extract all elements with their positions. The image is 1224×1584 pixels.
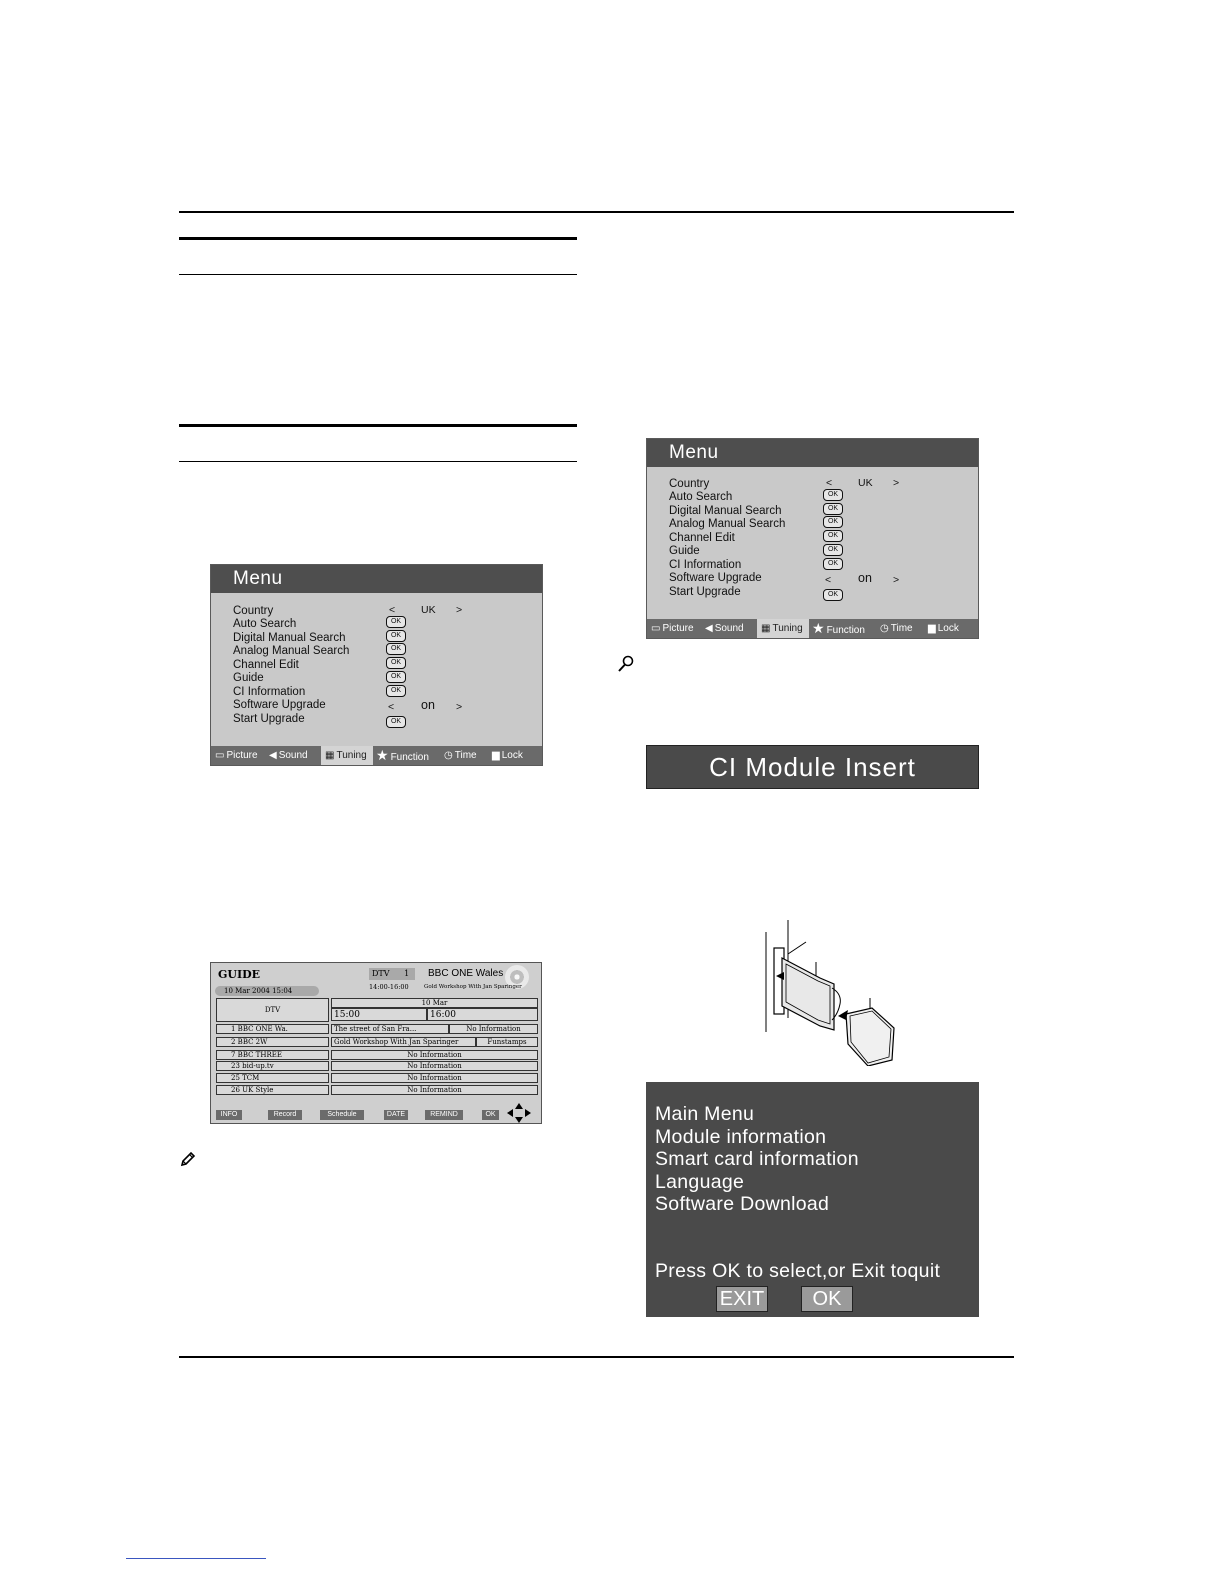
menu-row-ci-information[interactable]: CI Information <box>233 686 306 698</box>
menu-row-country[interactable]: Country <box>669 478 710 490</box>
guide-remind-button[interactable]: REMIND <box>425 1110 463 1120</box>
guide-channel-name: BBC ONE Wales <box>428 968 504 979</box>
digital-manual-search-ok-button[interactable]: OK <box>386 630 406 642</box>
menu-row-start-upgrade[interactable]: Start Upgrade <box>669 586 741 598</box>
tab-lock[interactable]: ▆ Lock <box>928 619 959 638</box>
start-upgrade-ok-button[interactable]: OK <box>823 589 843 601</box>
tab-tuning[interactable]: ▦ Tuning <box>757 619 809 638</box>
tuning-menu-left <box>210 564 543 766</box>
star-icon: ★ <box>812 620 825 636</box>
guide-schedule-button[interactable]: Schedule <box>320 1110 364 1120</box>
menu-row-software-upgrade[interactable]: Software Upgrade <box>669 572 762 584</box>
menu-title: Menu <box>211 565 542 593</box>
navigation-arrows-icon[interactable] <box>505 1102 533 1124</box>
ci-menu-item-main-menu: Main Menu <box>655 1103 755 1125</box>
guide-program-cell[interactable]: Gold Workshop With Jan Sparinger <box>331 1037 476 1047</box>
grid-icon: ▦ <box>325 750 335 761</box>
country-prev-arrow[interactable]: < <box>389 604 396 616</box>
auto-search-ok-button[interactable]: OK <box>386 616 406 628</box>
ci-information-ok-button[interactable]: OK <box>386 685 406 697</box>
footer-rule <box>179 1356 1014 1358</box>
menu-tab-bar <box>647 619 978 638</box>
ci-module-insert-banner: CI Module Insert <box>646 745 979 789</box>
picture-icon: ▭ <box>215 750 225 761</box>
country-next-arrow[interactable]: > <box>456 604 463 616</box>
ci-menu-item-smart-card-information[interactable]: Smart card information <box>655 1148 859 1170</box>
tab-picture[interactable]: ▭ Picture <box>215 746 258 765</box>
header-rule <box>179 211 1014 213</box>
guide-ok-button[interactable]: OK <box>482 1110 499 1120</box>
guide-channel-box <box>369 968 415 980</box>
menu-row-start-upgrade[interactable]: Start Upgrade <box>233 713 305 725</box>
channel-edit-ok-button[interactable]: OK <box>386 657 406 669</box>
menu-row-analog-manual-search[interactable]: Analog Manual Search <box>669 518 786 530</box>
menu-row-analog-manual-search[interactable]: Analog Manual Search <box>233 645 350 657</box>
upgrade-next-arrow[interactable]: > <box>893 574 900 586</box>
tab-lock[interactable]: ▆ Lock <box>492 746 523 765</box>
guide-program-cell[interactable]: Funstamps <box>476 1037 538 1047</box>
guide-channel-row[interactable]: 26 UK Style <box>216 1085 329 1095</box>
guide-record-button[interactable]: Record <box>268 1110 302 1120</box>
upgrade-prev-arrow[interactable]: < <box>388 701 395 713</box>
upgrade-value: on <box>421 698 435 712</box>
grid-icon: ▦ <box>761 623 771 634</box>
guide-title: GUIDE <box>218 968 261 981</box>
tab-sound[interactable]: ◀ Sound <box>705 619 744 638</box>
tab-sound[interactable]: ◀ Sound <box>269 746 308 765</box>
analog-manual-search-ok-button[interactable]: OK <box>823 516 843 528</box>
auto-search-ok-button[interactable]: OK <box>823 489 843 501</box>
guide-channel-row[interactable]: 25 TCM <box>216 1073 329 1083</box>
menu-row-software-upgrade[interactable]: Software Upgrade <box>233 699 326 711</box>
tab-time[interactable]: ◷ Time <box>880 619 913 638</box>
menu-row-guide[interactable]: Guide <box>669 545 700 557</box>
guide-date-header: 10 Mar <box>331 998 538 1008</box>
pencil-icon <box>179 1150 197 1168</box>
guide-program-cell[interactable]: No Information <box>331 1085 538 1095</box>
speaker-icon: ◀ <box>269 750 277 761</box>
guide-time-2: 16:00 <box>427 1008 538 1021</box>
guide-now-program: Gold Workshop With Jan Sparinger <box>424 984 522 990</box>
digital-manual-search-ok-button[interactable]: OK <box>823 503 843 515</box>
footnote-rule <box>126 1558 266 1559</box>
ci-menu-item-language[interactable]: Language <box>655 1171 745 1193</box>
upgrade-next-arrow[interactable]: > <box>456 701 463 713</box>
country-value: UK <box>858 477 873 489</box>
lock-icon: ▆ <box>492 750 500 761</box>
guide-datetime: 10 Mar 2004 15:04 <box>215 986 319 996</box>
ci-information-ok-button[interactable]: OK <box>823 558 843 570</box>
analog-manual-search-ok-button[interactable]: OK <box>386 643 406 655</box>
guide-source: DTV <box>372 969 390 978</box>
tab-function[interactable]: ★ Function <box>376 747 429 763</box>
tab-tuning[interactable]: ▦ Tuning <box>321 746 373 765</box>
country-value: UK <box>421 604 436 616</box>
menu-title: Menu <box>647 439 978 467</box>
clock-icon: ◷ <box>444 750 453 761</box>
menu-row-channel-edit[interactable]: Channel Edit <box>233 659 299 671</box>
guide-program-cell[interactable]: No Information <box>331 1061 538 1071</box>
menu-row-digital-manual-search[interactable]: Digital Manual Search <box>669 505 782 517</box>
guide-ok-button[interactable]: OK <box>386 671 406 683</box>
ci-menu-item-module-information[interactable]: Module information <box>655 1126 827 1148</box>
guide-program-cell[interactable]: No Information <box>331 1073 538 1083</box>
tab-function[interactable]: ★ Function <box>812 620 865 636</box>
magnifier-icon <box>616 654 636 674</box>
menu-row-auto-search[interactable]: Auto Search <box>233 618 297 630</box>
menu-row-country[interactable]: Country <box>233 605 274 617</box>
section-rule-2-bottom <box>179 461 577 462</box>
ci-card-insertion-illustration <box>760 918 900 1066</box>
guide-now-time: 14:00-16:00 <box>369 983 409 991</box>
ci-exit-button[interactable]: EXIT <box>716 1286 768 1312</box>
menu-tab-bar <box>211 746 542 765</box>
guide-time-1: 15:00 <box>331 1008 427 1021</box>
menu-row-guide[interactable]: Guide <box>233 672 264 684</box>
menu-row-auto-search[interactable]: Auto Search <box>669 491 733 503</box>
start-upgrade-ok-button[interactable]: OK <box>386 716 406 728</box>
guide-program-cell[interactable]: No Information <box>331 1050 538 1060</box>
clock-icon: ◷ <box>880 623 889 634</box>
guide-date-button[interactable]: DATE <box>384 1110 408 1120</box>
guide-program-cell[interactable]: No Information <box>449 1024 538 1034</box>
section-rule-1-bottom <box>179 274 577 275</box>
guide-channel-row[interactable]: 7 BBC THREE <box>216 1050 329 1060</box>
guide-channel-row[interactable]: 2 BBC 2W <box>216 1037 329 1047</box>
tab-picture[interactable]: ▭ Picture <box>651 619 694 638</box>
ci-main-menu <box>646 1082 979 1317</box>
speaker-icon: ◀ <box>705 623 713 634</box>
ci-menu-item-software-download[interactable]: Software Download <box>655 1193 830 1215</box>
ci-ok-button[interactable]: OK <box>801 1286 853 1312</box>
upgrade-prev-arrow[interactable]: < <box>825 574 832 586</box>
country-prev-arrow[interactable]: < <box>826 477 833 489</box>
lock-icon: ▆ <box>928 623 936 634</box>
ci-menu-prompt: Press OK to select,or Exit toquit <box>655 1260 941 1282</box>
upgrade-value: on <box>858 571 872 585</box>
menu-row-channel-edit[interactable]: Channel Edit <box>669 532 735 544</box>
picture-icon: ▭ <box>651 623 661 634</box>
guide-ok-button[interactable]: OK <box>823 544 843 556</box>
tab-time[interactable]: ◷ Time <box>444 746 477 765</box>
section-rule-1-top <box>179 237 577 240</box>
epg-guide-screen <box>210 962 542 1124</box>
country-next-arrow[interactable]: > <box>893 477 900 489</box>
menu-row-digital-manual-search[interactable]: Digital Manual Search <box>233 632 346 644</box>
guide-channel-number: 1 <box>404 969 410 978</box>
menu-row-ci-information[interactable]: CI Information <box>669 559 742 571</box>
tuning-menu-right <box>646 438 979 639</box>
section-rule-2-top <box>179 424 577 427</box>
guide-program-cell[interactable]: The street of San Fra... <box>331 1024 449 1034</box>
guide-left-header: DTV <box>216 998 329 1022</box>
guide-channel-row[interactable]: 1 BBC ONE Wa. <box>216 1024 329 1034</box>
guide-channel-row[interactable]: 23 bid-up.tv <box>216 1061 329 1071</box>
guide-info-button[interactable]: INFO <box>216 1110 242 1120</box>
star-icon: ★ <box>376 747 389 763</box>
channel-edit-ok-button[interactable]: OK <box>823 530 843 542</box>
